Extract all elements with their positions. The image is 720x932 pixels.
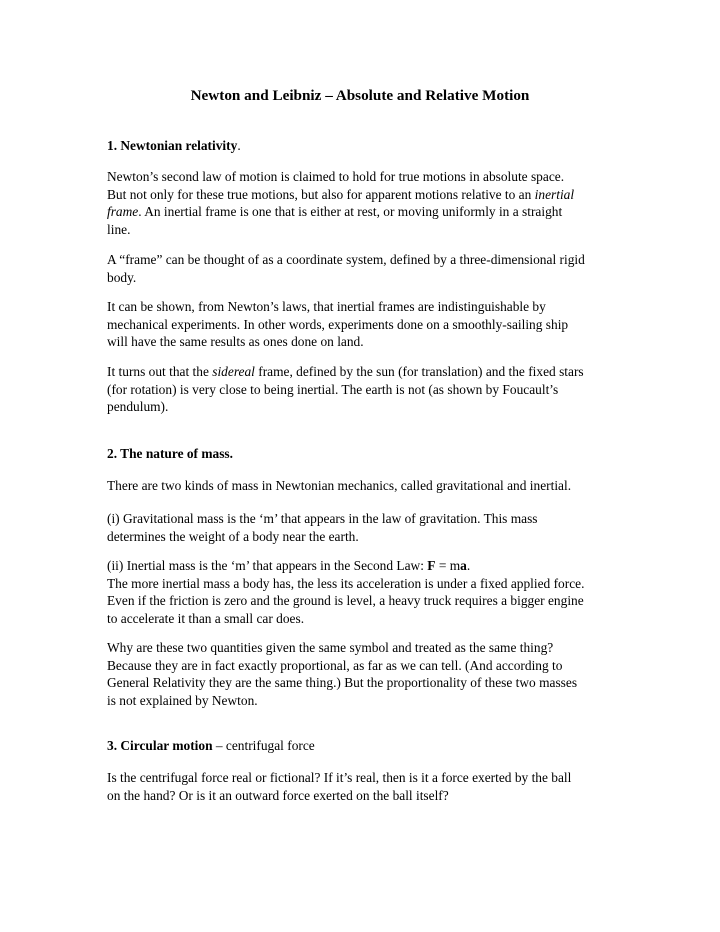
text-line: (i) Gravitational mass is the ‘m’ that appears in the law of gravitation. This mass bbox=[107, 511, 538, 526]
text-line: General Relativity they are the same thing.) But the proportionality of these two masses bbox=[107, 675, 578, 690]
text-line: line. bbox=[107, 221, 131, 237]
italic-term: sidereal bbox=[212, 364, 255, 379]
text-line: pendulum). bbox=[107, 399, 169, 414]
italic-term: frame bbox=[107, 204, 139, 219]
text-line: A “frame” can be thought of as a coordinate system, defined by a three-dimensional rigid bbox=[107, 252, 585, 267]
section-1-paragraph-4 bbox=[107, 363, 627, 416]
section-3-heading-text: 3. Circular motion bbox=[107, 738, 213, 753]
text-line: There are two kinds of mass in Newtonian mechanics, called gravitational and inertial. bbox=[107, 478, 572, 493]
section-2-paragraph-1 bbox=[107, 477, 627, 495]
section-3-paragraph-1 bbox=[107, 769, 627, 804]
text-line: It can be shown, from Newton’s laws, that inertial frames are indistinguishable by bbox=[107, 299, 546, 314]
equals-m: = m bbox=[435, 558, 461, 573]
acceleration-symbol: a bbox=[460, 558, 467, 573]
text-line: . An inertial frame is one that is either at rest, or moving uniformly in a straight bbox=[138, 204, 563, 219]
text-line: determines the weight of a body near the earth. bbox=[107, 528, 359, 544]
text-line: Even if the friction is zero and the ground is level, a heavy truck requires a bigger engine bbox=[107, 593, 584, 608]
text-line: But not only for these true motions, but also for apparent motions relative to an bbox=[107, 186, 535, 202]
section-1-heading-punct: . bbox=[237, 138, 241, 153]
section-3-heading bbox=[107, 737, 627, 755]
section-2-heading-text: 2. The nature of mass. bbox=[107, 446, 233, 461]
section-2-paragraph-2 bbox=[107, 510, 627, 545]
text-line: The more inertial mass a body has, the less its acceleration is under a fixed applied force. bbox=[107, 575, 585, 591]
text-line: (ii) Inertial mass is the ‘m’ that appears in the Second Law: bbox=[107, 558, 428, 573]
text-line: Because they are in fact exactly proportional, as far as we can tell. (And according to bbox=[107, 657, 563, 673]
force-symbol: F bbox=[427, 558, 436, 573]
section-1-paragraph-2 bbox=[107, 251, 627, 286]
section-1-paragraph-3 bbox=[107, 298, 627, 351]
section-1-heading-text: 1. Newtonian relativity bbox=[107, 138, 238, 153]
section-2-paragraph-4 bbox=[107, 639, 627, 709]
italic-term: inertial bbox=[534, 186, 575, 202]
text-line: mechanical experiments. In other words, experiments done on a smoothly-sailing ship bbox=[107, 316, 569, 332]
section-2-paragraph-3 bbox=[107, 557, 627, 627]
section-1-heading bbox=[107, 137, 627, 155]
section-3-heading-rest: – centrifugal force bbox=[212, 738, 315, 753]
section-1-paragraph-1 bbox=[107, 168, 627, 238]
text-line: Newton’s second law of motion is claimed to hold for true motions in absolute space. bbox=[107, 169, 565, 184]
text-line: frame, defined by the sun (for translation) and the fixed stars bbox=[254, 364, 584, 379]
text-line: Is the centrifugal force real or fictional? If it’s real, then is it a force exerted by the ball bbox=[107, 770, 572, 785]
document-title: Newton and Leibniz – Absolute and Relative Motion bbox=[190, 87, 530, 104]
text-line: on the hand? Or is it an outward force exerted on the ball itself? bbox=[107, 787, 449, 803]
text-line: Why are these two quantities given the same symbol and treated as the same thing? bbox=[107, 640, 554, 655]
text-line: body. bbox=[107, 269, 137, 285]
section-2-heading bbox=[107, 445, 627, 463]
text-line: (for rotation) is very close to being inertial. The earth is not (as shown by Foucault’s bbox=[107, 381, 559, 397]
text-line: will have the same results as ones done on land. bbox=[107, 334, 364, 349]
text-line: It turns out that the bbox=[107, 364, 213, 379]
text-line: to accelerate it than a small car does. bbox=[107, 610, 305, 626]
period: . bbox=[466, 558, 471, 573]
text-line: is not explained by Newton. bbox=[107, 692, 258, 708]
